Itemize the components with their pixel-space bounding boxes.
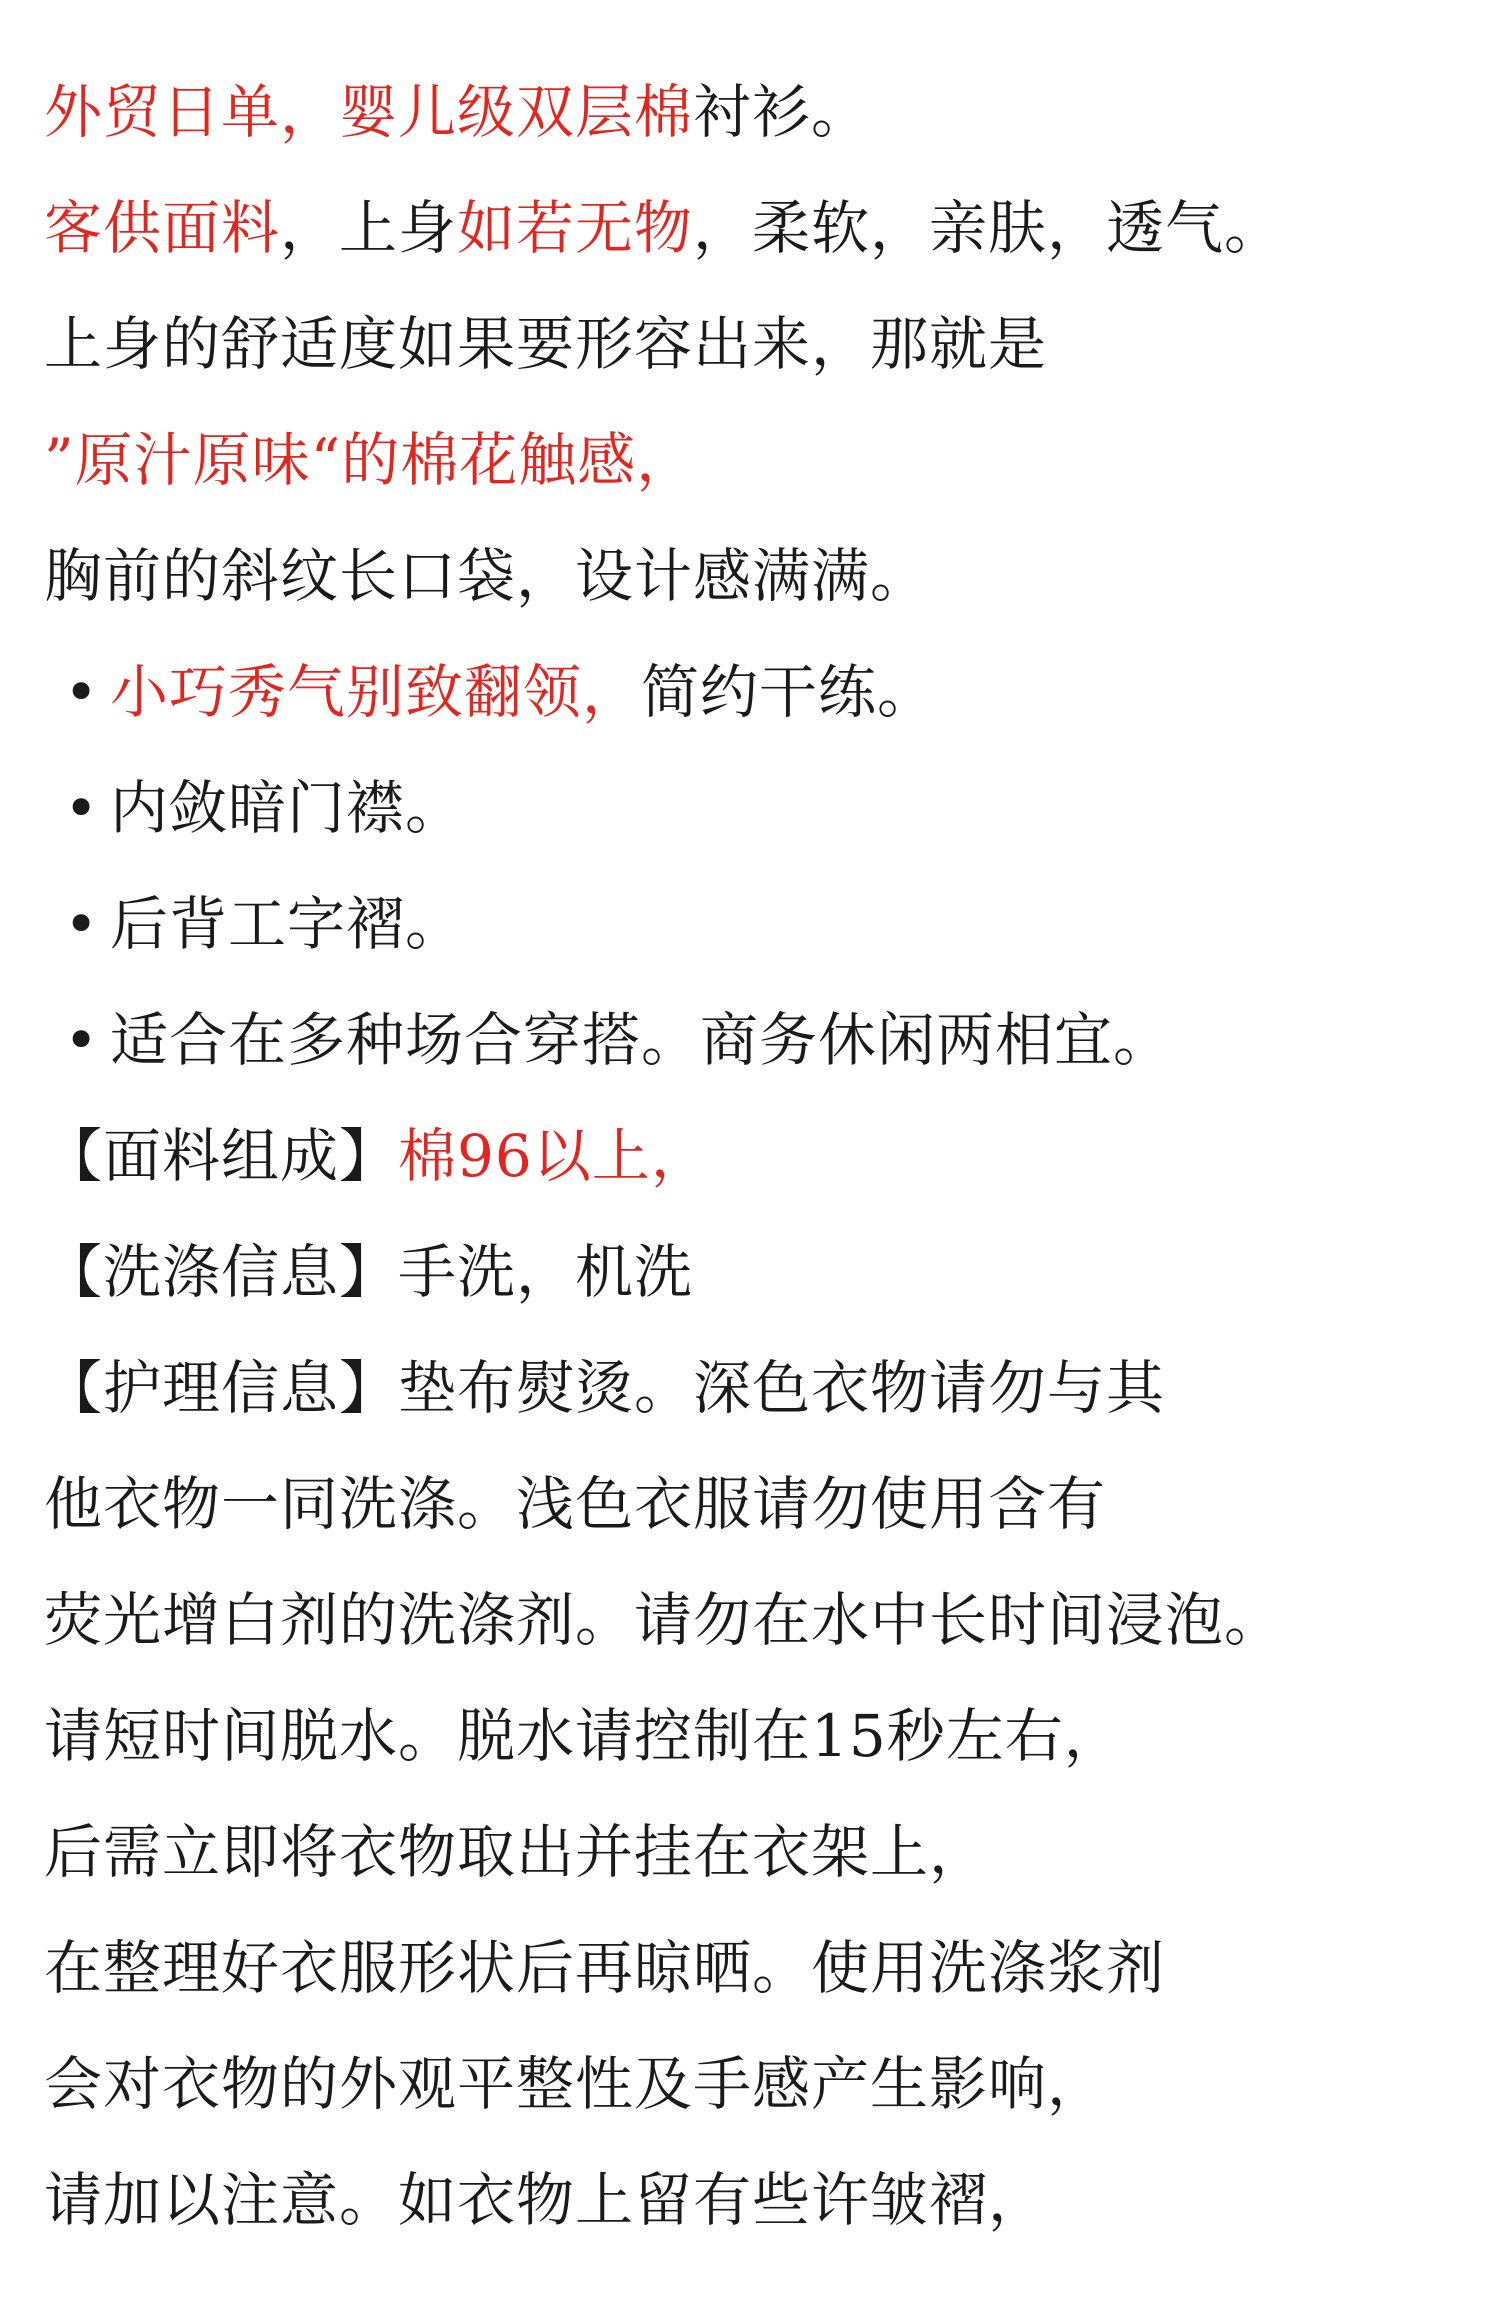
body-text: 上身的舒适度如果要形容出来，那就是 bbox=[44, 310, 1048, 378]
body-text: 【洗涤信息】手洗，机洗 bbox=[44, 1238, 694, 1306]
text-line bbox=[44, 2160, 1047, 2240]
body-text: 他衣物一同洗涤。浅色衣服请勿使用含有 bbox=[44, 1470, 1107, 1538]
text-line bbox=[44, 1696, 1123, 1776]
text-line bbox=[44, 72, 870, 152]
body-text: ，上身 bbox=[280, 194, 458, 262]
bullet-point: • bbox=[64, 890, 100, 958]
body-text: 后背工字褶。 bbox=[110, 890, 465, 958]
text-line bbox=[44, 1232, 693, 1312]
highlight-text: 客供面料 bbox=[44, 194, 281, 262]
text-line bbox=[44, 1928, 1165, 2008]
body-text: 胸前的斜纹长口袋，设计感满满。 bbox=[44, 542, 930, 610]
body-text: 请短时间脱水。脱水请控制在15秒左右， bbox=[44, 1702, 1123, 1770]
body-text: 在整理好衣服形状后再晾晒。使用洗涤浆剂 bbox=[44, 1934, 1166, 2002]
text-line bbox=[44, 1464, 1106, 1544]
text-line bbox=[44, 536, 929, 616]
text-line bbox=[44, 304, 1047, 384]
body-text: 内敛暗门襟。 bbox=[110, 774, 465, 842]
bullet-point: • bbox=[64, 774, 100, 842]
body-text: 后需立即将衣物取出并挂在衣架上， bbox=[44, 1818, 989, 1886]
highlight-text: 棉96以上， bbox=[398, 1122, 710, 1190]
bullet-point: • bbox=[64, 1006, 100, 1074]
body-text: 适合在多种场合穿搭。商务休闲两相宜。 bbox=[110, 1006, 1173, 1074]
bullet-line bbox=[44, 1000, 1172, 1080]
text-line bbox=[44, 1116, 710, 1196]
body-text: 荧光增白剂的洗涤剂。请勿在水中长时间浸泡。 bbox=[44, 1586, 1284, 1654]
text-line bbox=[44, 1348, 1165, 1428]
bullet-line bbox=[44, 884, 464, 964]
text-line bbox=[44, 1812, 988, 1892]
body-text: 衬衫。 bbox=[693, 78, 871, 146]
bullet-line bbox=[44, 652, 936, 732]
bullet-point: • bbox=[64, 658, 100, 726]
highlight-text: 如若无物 bbox=[457, 194, 694, 262]
text-line bbox=[44, 420, 695, 500]
highlight-text: 小巧秀气别致翻领， bbox=[110, 658, 642, 726]
text-line bbox=[44, 2044, 1106, 2124]
body-text: ，柔软，亲肤，透气。 bbox=[693, 194, 1284, 262]
text-line bbox=[44, 1580, 1283, 1660]
bullet-line bbox=[44, 768, 464, 848]
text-line bbox=[44, 188, 1283, 268]
highlight-text: 外贸日单，婴儿级双层棉 bbox=[44, 78, 694, 146]
body-text: 会对衣物的外观平整性及手感产生影响， bbox=[44, 2050, 1107, 2118]
body-text: 简约干练。 bbox=[641, 658, 937, 726]
body-text: 【面料组成】 bbox=[44, 1122, 399, 1190]
body-text: 请加以注意。如衣物上留有些许皱褶， bbox=[44, 2166, 1048, 2234]
body-text: 【护理信息】垫布熨烫。深色衣物请勿与其 bbox=[44, 1354, 1166, 1422]
highlight-text: ”原汁原味“的棉花触感， bbox=[44, 426, 696, 494]
